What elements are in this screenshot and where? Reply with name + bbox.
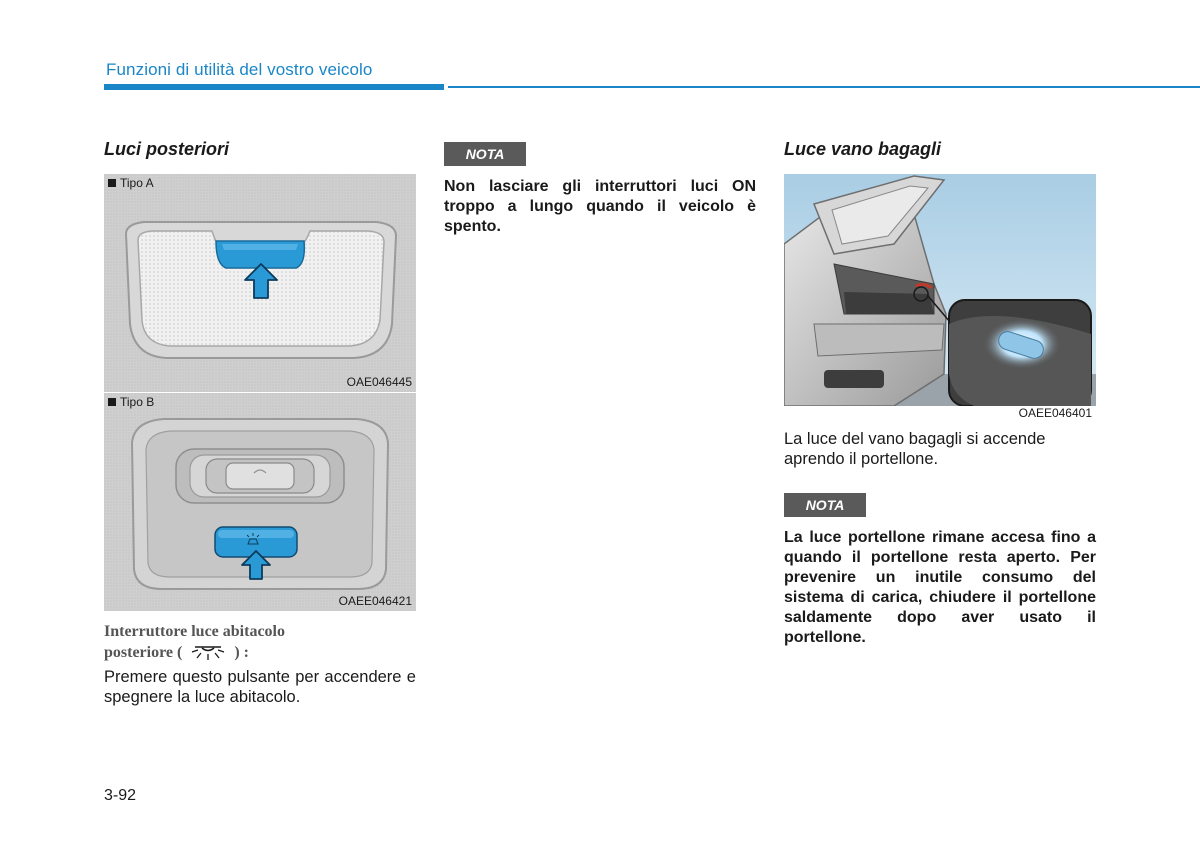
nota-text-right: La luce portellone rimane accesa fino a quando il portellone resta aperto. Per prevenire un inutile consumo del sistema di carica, chiudere il portellone saldamente dopo aver usato il portellone. [784,529,1096,646]
page-number: 3-92 [104,787,137,804]
interior-lamp-icon [190,644,226,662]
switch-heading-suffix: ) : [234,644,249,661]
nota-badge-middle: NOTA [444,142,526,166]
type-b-lamp-illustration [104,393,416,611]
figure-a-code: OAE046445 [346,375,412,389]
tailgate-illustration [784,174,1096,422]
section-header-title: Funzioni di utilità del vostro veicolo [106,60,373,79]
figure-type-b [104,393,416,611]
nota-badge-right: NOTA [784,493,866,517]
figure-b-code: OAEE046421 [338,594,412,608]
switch-description: Premere questo pulsante per accendere e spegnere la luce abitacolo. [104,668,416,706]
cargo-light-description: La luce del vano bagagli si accende aprendo il portellone. [784,430,1046,468]
nota-text-middle: Non lasciare gli interruttori luci ON troppo a lungo quando il veicolo è spento. [444,178,756,235]
header-rule-thin [448,86,1200,88]
figure-cargo-code: OAEE046401 [1018,406,1092,420]
rear-lights-title: Luci posteriori [104,139,230,159]
figure-b-tag: Tipo B [108,395,154,409]
switch-heading-line1: Interruttore luce abitacolo [104,623,285,640]
header-rule-thick [104,84,444,90]
cargo-light-title: Luce vano bagagli [784,139,942,159]
type-a-lamp-illustration [104,174,416,392]
figure-type-a [104,174,416,392]
figure-cargo-light [784,174,1096,422]
switch-heading [104,621,416,663]
figure-a-tag: Tipo A [108,176,154,190]
switch-heading-prefix: posteriore ( [104,644,183,661]
